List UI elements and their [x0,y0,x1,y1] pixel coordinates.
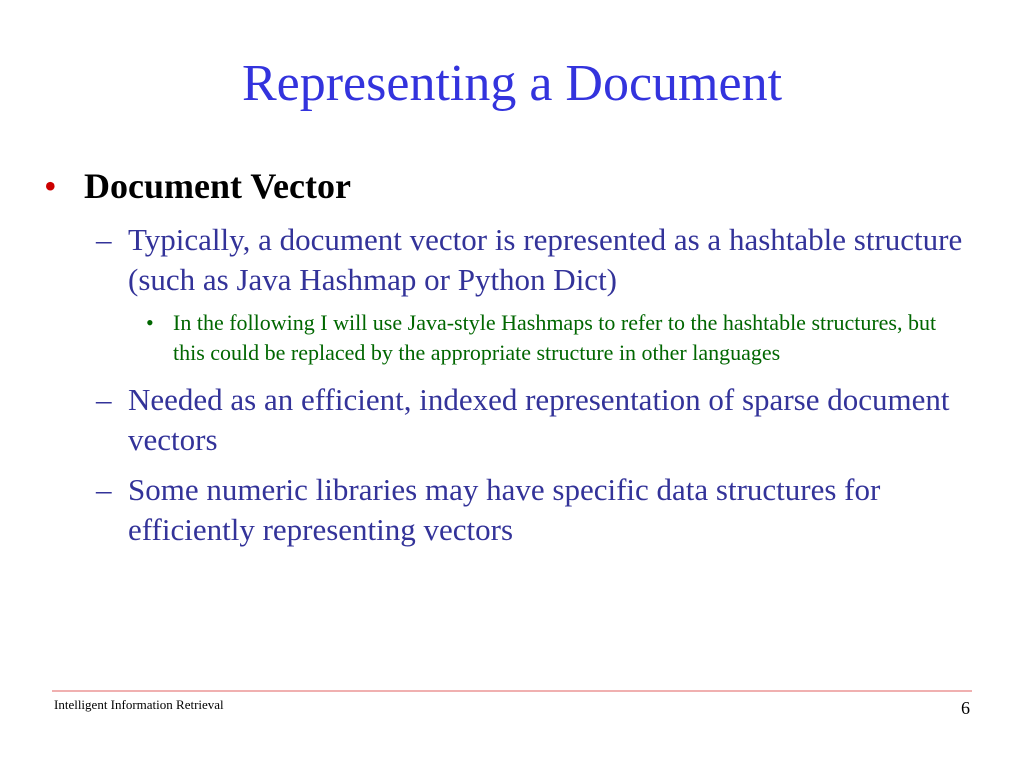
sub-bullet-item-numeric-libraries [84,470,970,550]
sub-bullet-item-sparse-vectors [84,380,970,460]
footer-course-title: Intelligent Information Retrieval [54,697,224,712]
bullet-list [44,164,984,560]
dash-marker: – [96,472,112,507]
sub-bullet-list [44,220,984,550]
sub-bullet-item-hashtable [84,220,970,300]
bullet-marker: • [146,310,154,335]
sub-sub-bullet-text: In the following I will use Java-style Hashmaps to refer to the hashtable structures, but this could be replaced by the appropriate structure in other languages [173,310,937,365]
bullet-item-document-vector [44,164,984,208]
sub-bullet-text: Typically, a document vector is represented as a hashtable structure (such as Java Hashmap or Python Dict) [128,222,963,297]
dash-marker: – [96,382,112,417]
sub-bullet-text: Needed as an efficient, indexed representation of sparse document vectors [128,382,950,457]
dash-marker: – [96,222,112,257]
sub-bullet-text: Some numeric libraries may have specific data structures for efficiently representing vectors [128,472,881,547]
sub-sub-bullet-item-java-hashmaps [128,308,943,368]
slide-title: Representing a Document [241,55,783,112]
footer-divider [52,690,972,692]
bullet-text: Document Vector [84,166,351,206]
bullet-marker: • [44,166,57,206]
page-number: 6 [961,698,970,718]
